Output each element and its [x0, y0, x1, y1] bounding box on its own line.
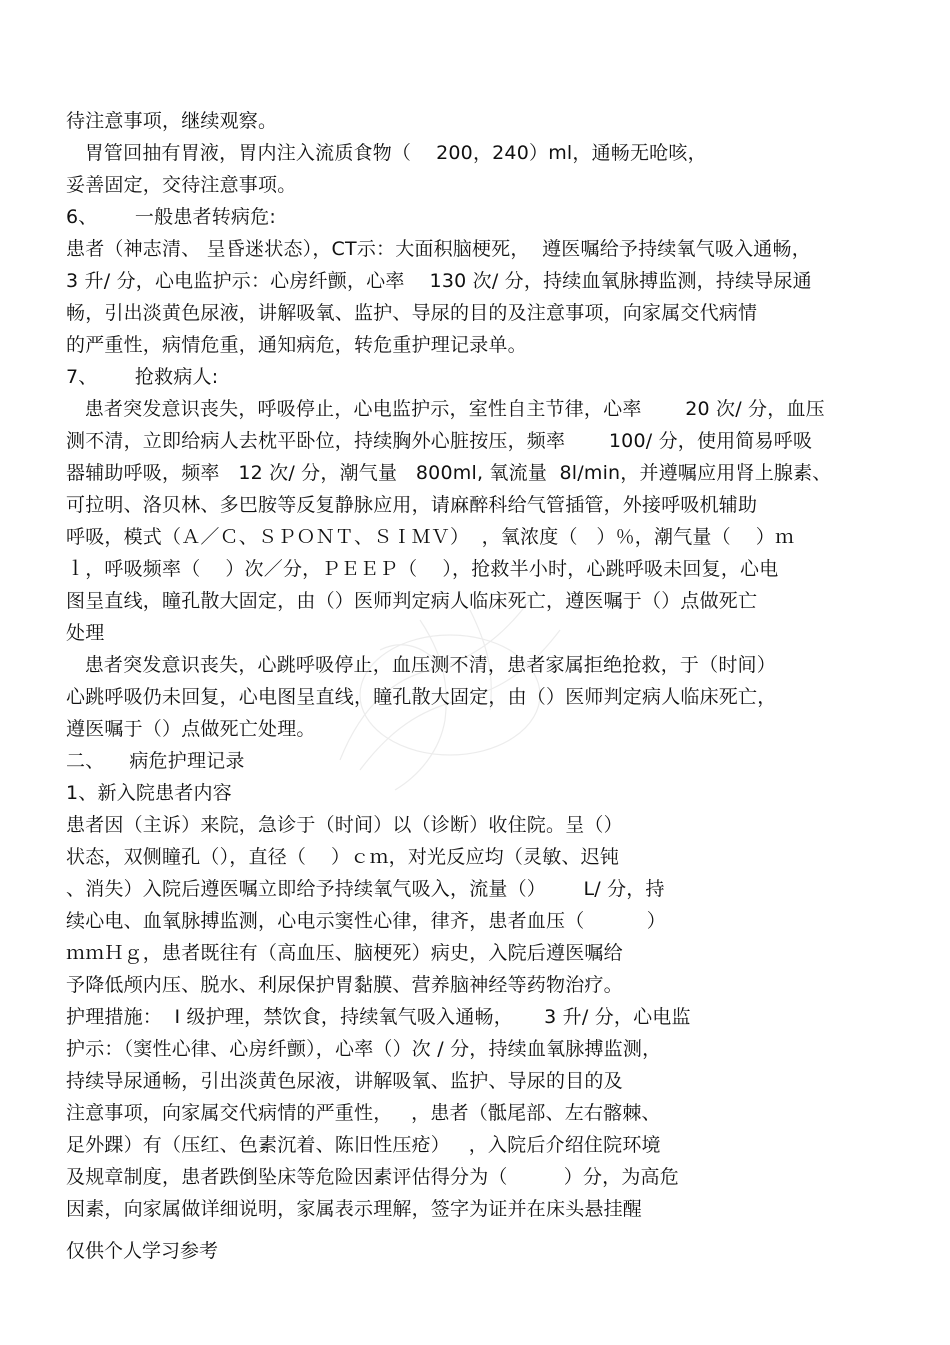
text-line: 、消失）入院后遵医嘱立即给予持续氧气吸入，流量（） L/ 分，持	[66, 878, 665, 900]
text-line: 可拉明、洛贝林、多巴胺等反复静脉应用，请麻醉科给气管插管，外接呼吸机辅助	[66, 494, 758, 516]
text-line: 3 升/ 分，心电监护示：心房纤颤，心率 130 次/ 分，持续血氧脉搏监测，持续导尿通	[66, 270, 812, 292]
section-heading: 6、 一般患者转病危:	[66, 206, 276, 228]
text-line: 处理	[66, 622, 105, 644]
text-line: 患者突发意识丧失，心跳呼吸停止，血压测不清，患者家属拒绝抢救，于（时间）	[66, 654, 776, 676]
text-line: 心跳呼吸仍未回复，心电图呈直线，瞳孔散大固定，由（）医师判定病人临床死亡，	[66, 686, 777, 708]
text-line: 呼吸，模式（Ａ／Ｃ、ＳＰＯＮＴ、ＳＩＭＶ） ，氧浓度（ ）％，潮气量（ ）ｍ	[66, 526, 795, 548]
text-line: 予降低颅内压、脱水、利尿保护胃黏膜、营养脑神经等药物治疗。	[66, 974, 623, 996]
text-line: 妥善固定，交待注意事项。	[66, 174, 297, 196]
text-line: 图呈直线，瞳孔散大固定，由（）医师判定病人临床死亡，遵医嘱于（）点做死亡	[66, 590, 758, 612]
text-line: 畅，引出淡黄色尿液，讲解吸氧、监护、导尿的目的及注意事项，向家属交代病情	[66, 302, 758, 324]
text-line: 器辅助呼吸，频率 12 次/ 分，潮气量 800ml, 氧流量 8l/min，并遵嘱应用肾上腺素、	[66, 462, 832, 484]
page-footer: 仅供个人学习参考	[66, 1240, 219, 1262]
text-line: 的严重性，病情危重，通知病危，转危重护理记录单。	[66, 334, 527, 356]
text-line: ｌ，呼吸频率（ ）次／分，ＰＥＥＰ（ ），抢救半小时，心跳呼吸未回复，心电	[66, 558, 779, 580]
text-line: 测不清，立即给病人去枕平卧位，持续胸外心脏按压，频率 100/ 分，使用简易呼吸	[66, 430, 813, 452]
text-line: 持续导尿通畅，引出淡黄色尿液，讲解吸氧、监护、导尿的目的及	[66, 1070, 623, 1092]
text-line: 待注意事项，继续观察。	[66, 110, 278, 132]
section-heading: 二、 病危护理记录	[66, 750, 245, 772]
text-line: ｍｍＨｇ，患者既往有（高血压、脑梗死）病史，入院后遵医嘱给	[66, 942, 623, 964]
text-line: 患者突发意识丧失，呼吸停止，心电监护示，室性自主节律，心率 20 次/ 分，血压	[66, 398, 825, 420]
section-heading: 7、 抢救病人:	[66, 366, 219, 388]
text-line: 续心电、血氧脉搏监测，心电示窦性心律，律齐，患者血压（ ）	[66, 910, 666, 932]
text-line: 因素，向家属做详细说明，家属表示理解，签字为证并在床头悬挂醒	[66, 1198, 643, 1220]
text-line: 注意事项，向家属交代病情的严重性， ，患者（骶尾部、左右髂棘、	[66, 1102, 661, 1124]
subsection-heading: 1、新入院患者内容	[66, 782, 232, 804]
text-line: 护理措施： I 级护理，禁饮食，持续氧气吸入通畅， 3 升/ 分，心电监	[66, 1006, 691, 1028]
text-line: 遵医嘱于（）点做死亡处理。	[66, 718, 316, 740]
text-line: 足外踝）有（压红、色素沉着、陈旧性压疮） ，入院后介绍住院环境	[66, 1134, 661, 1156]
text-line: 患者（神志清、 呈昏迷状态），CT示：大面积脑梗死， 遵医嘱给予持续氧气吸入通畅，	[66, 238, 811, 260]
text-line: 护示：（窦性心律、心房纤颤），心率（）次 / 分，持续血氧脉搏监测，	[66, 1038, 662, 1060]
text-line: 患者因（主诉）来院，急诊于（时间）以（诊断）收住院。呈（）	[66, 814, 623, 836]
text-line: 及规章制度，患者跌倒坠床等危险因素评估得分为（ ）分，为高危	[66, 1166, 679, 1188]
text-line: 状态，双侧瞳孔（），直径（ ）ｃｍ，对光反应均（灵敏、迟钝	[66, 846, 620, 868]
text-line: 胃管回抽有胃液，胃内注入流质食物（ 200，240）ml，通畅无呛咳，	[66, 142, 707, 164]
